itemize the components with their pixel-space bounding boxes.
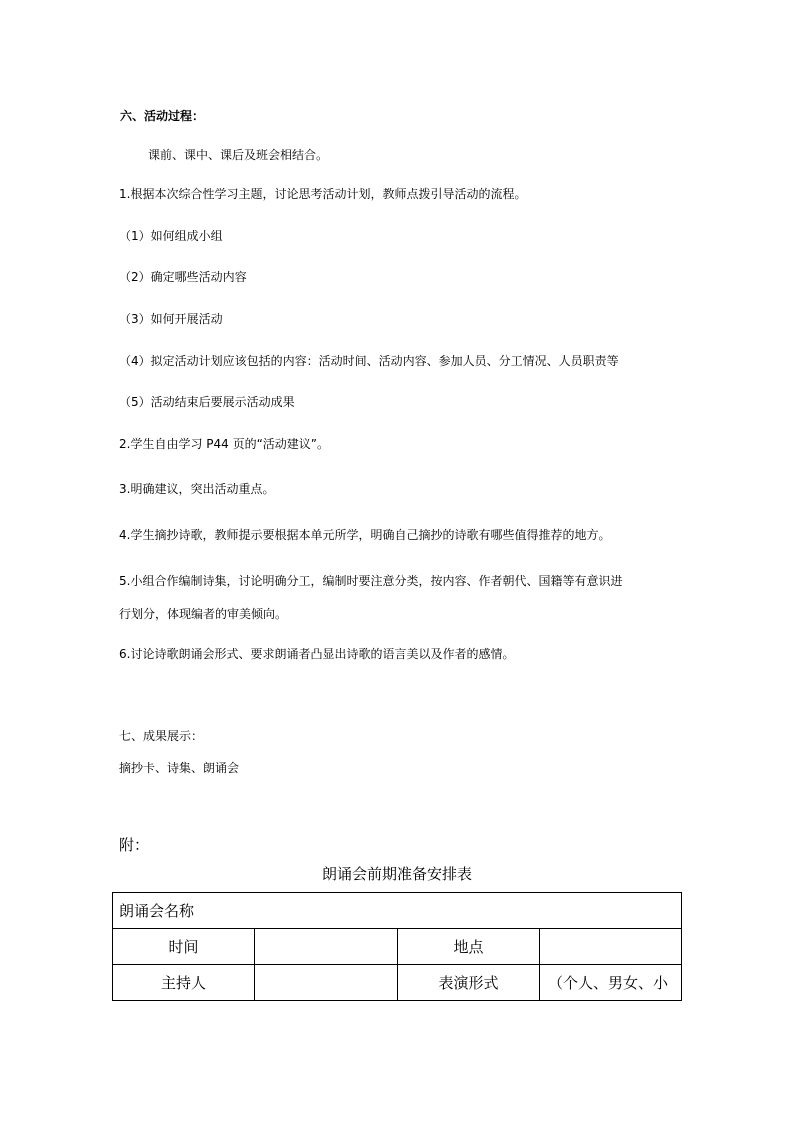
time-value — [255, 929, 398, 965]
section6-intro: 课前、课中、课后及班会相结合。 — [148, 148, 329, 162]
sub-item-3: （3）如何开展活动 — [119, 312, 223, 326]
sub-item-1: （1）如何组成小组 — [119, 229, 223, 243]
place-value — [540, 929, 682, 965]
step-6: 6.讨论诗歌朗诵会形式、要求朗诵者凸显出诗歌的语言美以及作者的感情。 — [119, 647, 515, 661]
form-label: 表演形式 — [398, 965, 540, 1001]
section6-heading: 六、活动过程： — [120, 109, 205, 123]
step-4: 4.学生摘抄诗歌，教师提示要根据本单元所学，明确自己摘抄的诗歌有哪些值得推荐的地方。 — [119, 528, 611, 542]
step-5-line-2: 行划分，体现编者的审美倾向。 — [119, 607, 288, 621]
host-label: 主持人 — [113, 965, 255, 1001]
step-5-line-1: 5.小组合作编制诗集，讨论明确分工，编制时要注意分类，按内容、作者朝代、国籍等有意识进 — [119, 574, 623, 588]
table-row — [113, 893, 682, 929]
place-label: 地点 — [398, 929, 540, 965]
step-2: 2.学生自由学习 P44 页的“活动建议”。 — [119, 437, 330, 451]
event-name-label: 朗诵会名称 — [113, 893, 682, 929]
time-label: 时间 — [113, 929, 255, 965]
form-value: （个人、男女、小 — [540, 965, 682, 1001]
step-1: 1.根据本次综合性学习主题，讨论思考活动计划，教师点拨引导活动的流程。 — [119, 187, 527, 201]
section7-content: 摘抄卡、诗集、朗诵会 — [119, 761, 240, 775]
step-3: 3.明确建议，突出活动重点。 — [119, 482, 275, 496]
table-row — [113, 929, 682, 965]
sub-item-5: （5）活动结束后要展示活动成果 — [119, 395, 295, 409]
table-row — [113, 965, 682, 1001]
arrangement-table — [112, 892, 682, 1001]
sub-item-4: （4）拟定活动计划应该包括的内容：活动时间、活动内容、参加人员、分工情况、人员职责等 — [119, 354, 619, 368]
appendix-label: 附： — [119, 836, 150, 854]
table-title: 朗诵会前期准备安排表 — [321, 865, 472, 883]
section7-heading: 七、成果展示： — [119, 729, 204, 743]
sub-item-2: （2）确定哪些活动内容 — [119, 270, 247, 284]
host-value — [255, 965, 398, 1001]
